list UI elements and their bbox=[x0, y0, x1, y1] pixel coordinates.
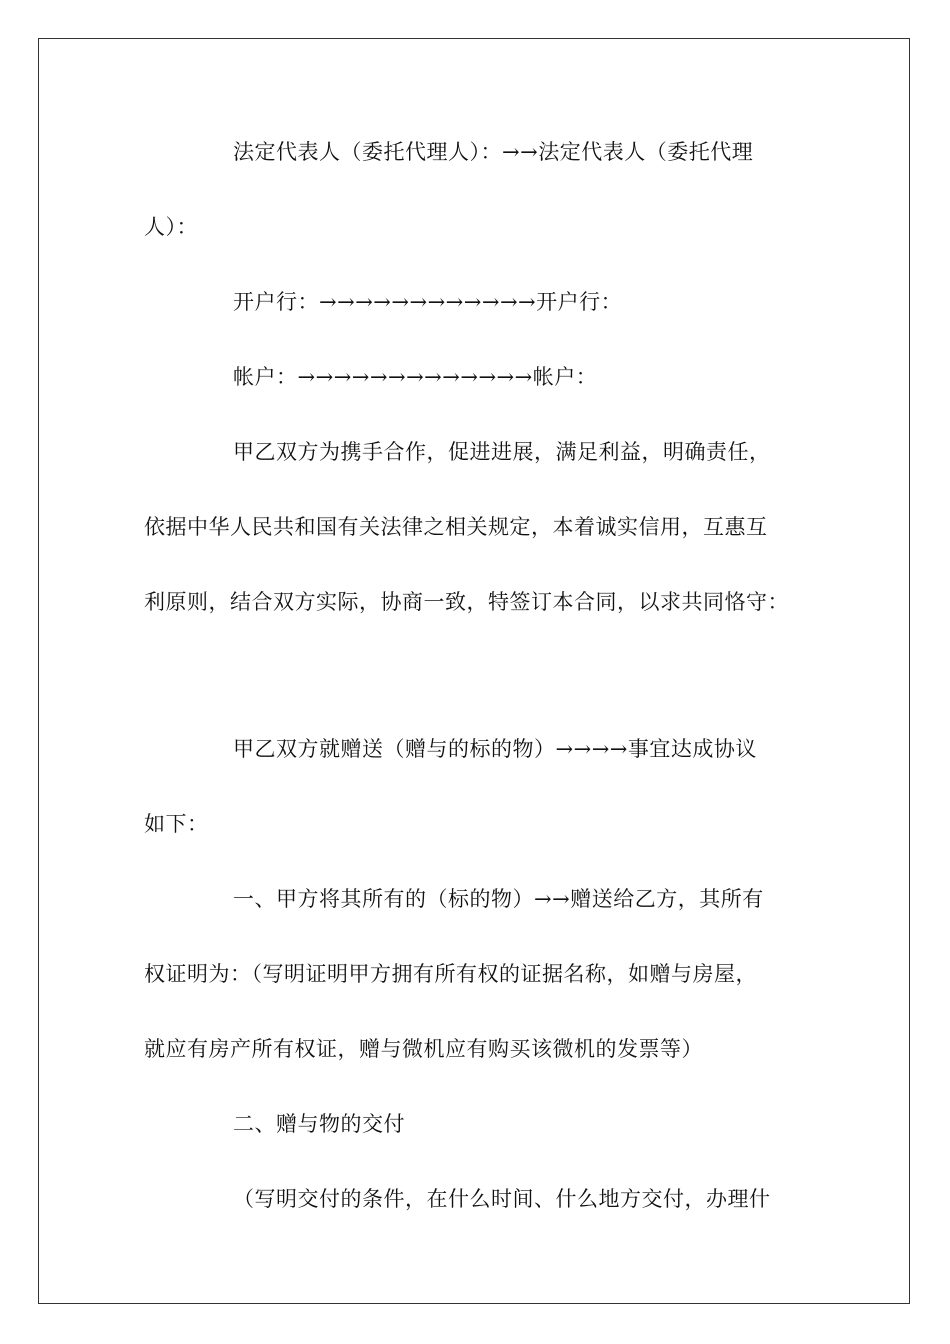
text-line: 二、赠与物的交付 bbox=[233, 1112, 405, 1136]
text-line: 帐户：→→→→→→→→→→→→→帐户： bbox=[233, 365, 598, 389]
text-line: 开户行：→→→→→→→→→→→→开户行： bbox=[233, 290, 623, 314]
text-line: 法定代表人（委托代理人）：→→法定代表人（委托代理 bbox=[233, 140, 754, 164]
text-line: 甲乙双方为携手合作，促进进展，满足利益，明确责任， bbox=[233, 440, 771, 464]
text-line: 就应有房产所有权证，赠与微机应有购买该微机的发票等） bbox=[144, 1037, 703, 1061]
text-line: 利原则，结合双方实际，协商一致，特签订本合同，以求共同恪守： bbox=[144, 590, 789, 614]
text-line: 一、甲方将其所有的（标的物）→→赠送给乙方，其所有 bbox=[233, 887, 764, 911]
text-line: 权证明为：（写明证明甲方拥有所有权的证据名称，如赠与房屋， bbox=[144, 962, 757, 986]
text-line: 如下： bbox=[144, 812, 209, 836]
text-line: 依据中华人民共和国有关法律之相关规定，本着诚实信用，互惠互 bbox=[144, 515, 768, 539]
text-line: 人）： bbox=[144, 215, 198, 239]
text-line: 甲乙双方就赠送（赠与的标的物）→→→→事宜达成协议 bbox=[233, 737, 757, 761]
text-line: （写明交付的条件，在什么时间、什么地方交付，办理什 bbox=[233, 1187, 771, 1211]
